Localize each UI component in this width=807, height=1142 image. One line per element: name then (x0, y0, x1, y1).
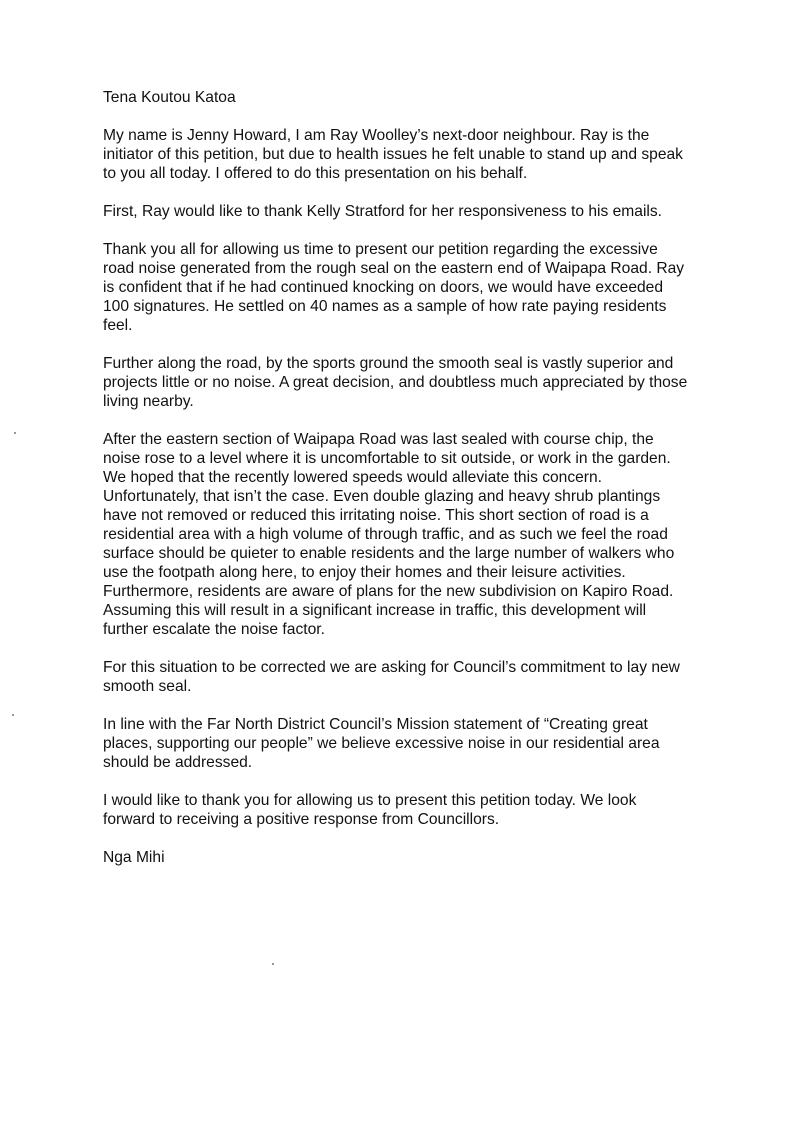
paragraph-petition (103, 240, 728, 335)
text-line: After the eastern section of Waipapa Road was last sealed with course chip, the (103, 431, 654, 448)
paragraph-smooth-seal (103, 354, 728, 411)
text-line: to you all today. I offered to do this presentation on his behalf. (103, 165, 528, 182)
text-line: Furthermore, residents are aware of plans for the new subdivision on Kapiro Road. (103, 583, 674, 600)
text-line: We hoped that the recently lowered speeds would alleviate this concern. (103, 469, 603, 486)
text-line: use the footpath along here, to enjoy their homes and their leisure activities. (103, 564, 626, 581)
signoff (103, 848, 728, 867)
text-line: Unfortunately, that isn’t the case. Even double glazing and heavy shrub plantings (103, 488, 661, 505)
greeting-line: Tena Koutou Katoa (103, 89, 236, 106)
text-line: places, supporting our people” we believe excessive noise in our residential area (103, 735, 660, 752)
paragraph-noise-problem (103, 430, 728, 639)
letter-body (103, 88, 728, 886)
text-line: In line with the Far North District Council’s Mission statement of “Creating great (103, 716, 648, 733)
greeting (103, 88, 728, 107)
paragraph-introduction (103, 126, 728, 183)
text-line: road noise generated from the rough seal on the eastern end of Waipapa Road. Ray (103, 260, 685, 277)
text-line: should be addressed. (103, 754, 253, 771)
scan-speck (14, 432, 16, 434)
text-line: 100 signatures. He settled on 40 names as a sample of how rate paying residents (103, 298, 667, 315)
text-line: My name is Jenny Howard, I am Ray Woolley’s next-door neighbour. Ray is the (103, 127, 650, 144)
text-line: First, Ray would like to thank Kelly Stratford for her responsiveness to his emails. (103, 203, 663, 220)
text-line: feel. (103, 317, 133, 334)
text-line: forward to receiving a positive response from Councillors. (103, 811, 500, 828)
paragraph-mission (103, 715, 728, 772)
text-line: have not removed or reduced this irritating noise. This short section of road is a (103, 507, 649, 524)
paragraph-thanks (103, 202, 728, 221)
text-line: initiator of this petition, but due to health issues he felt unable to stand up and speak (103, 146, 683, 163)
text-line: smooth seal. (103, 678, 192, 695)
text-line: projects little or no noise. A great decision, and doubtless much appreciated by those (103, 374, 688, 391)
text-line: further escalate the noise factor. (103, 621, 325, 638)
text-line: Further along the road, by the sports ground the smooth seal is vastly superior and (103, 355, 674, 372)
text-line: residential area with a high volume of through traffic, and as such we feel the road (103, 526, 668, 543)
scan-speck (12, 714, 14, 716)
text-line: is confident that if he had continued knocking on doors, we would have exceeded (103, 279, 664, 296)
paragraph-closing (103, 791, 728, 829)
text-line: Thank you all for allowing us time to present our petition regarding the excessive (103, 241, 658, 258)
text-line: Assuming this will result in a significant increase in traffic, this development will (103, 602, 647, 619)
text-line: surface should be quieter to enable residents and the large number of walkers who (103, 545, 675, 562)
text-line: I would like to thank you for allowing us to present this petition today. We look (103, 792, 637, 809)
signoff-line: Nga Mihi (103, 849, 165, 866)
text-line: living nearby. (103, 393, 194, 410)
text-line: noise rose to a level where it is uncomfortable to sit outside, or work in the garden. (103, 450, 671, 467)
paragraph-request (103, 658, 728, 696)
text-line: For this situation to be corrected we are asking for Council’s commitment to lay new (103, 659, 680, 676)
scan-speck (272, 963, 274, 965)
